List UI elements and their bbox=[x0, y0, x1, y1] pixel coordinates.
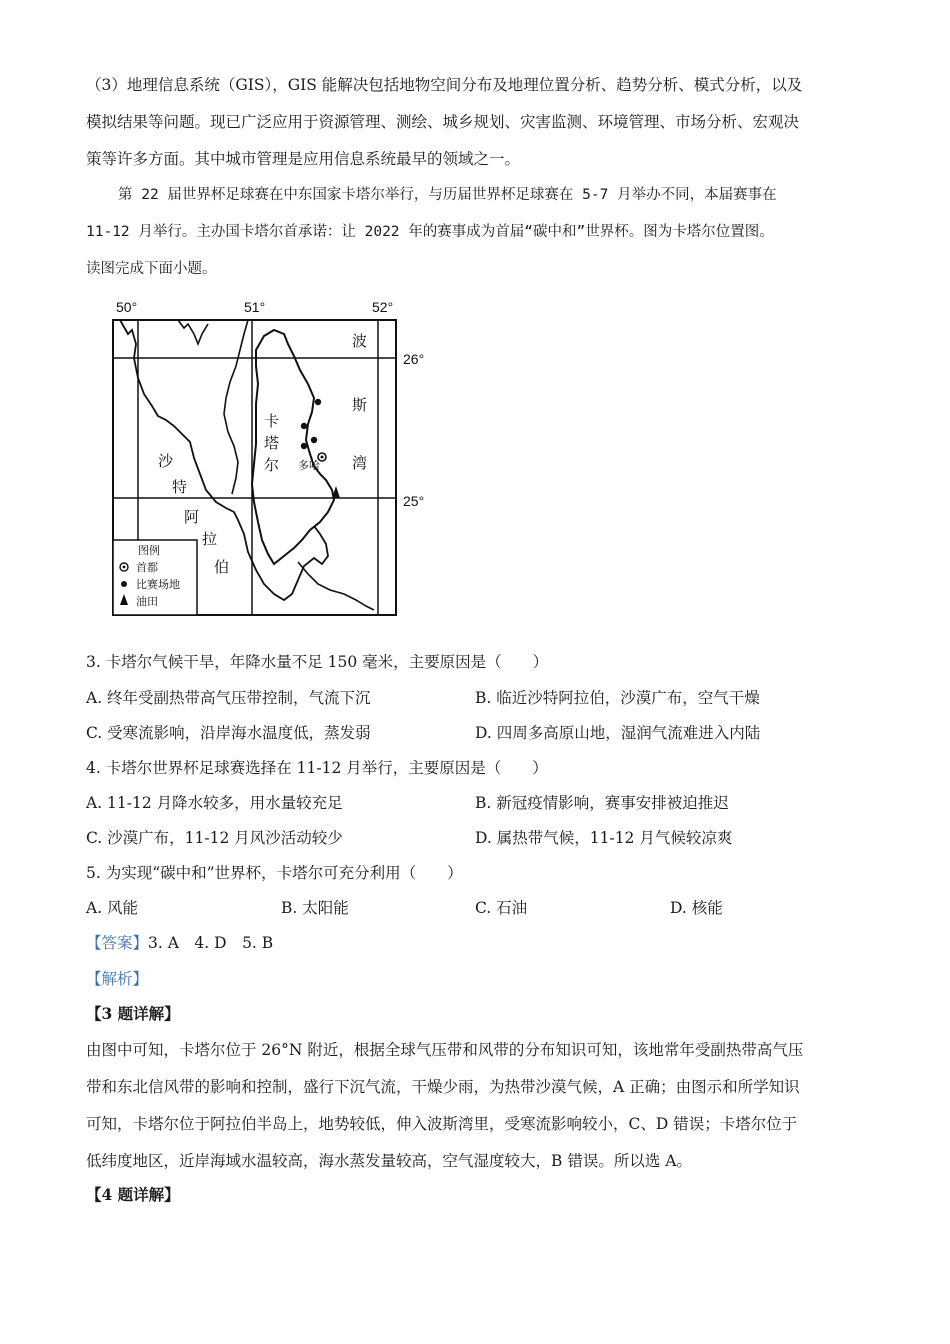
saudi-label-a: 阿 bbox=[184, 509, 200, 526]
q5-option-b: B. 太阳能 bbox=[281, 899, 349, 917]
detail3-paragraph bbox=[86, 1032, 866, 1180]
q4-stem: 4. 卡塔尔世界杯足球赛选择在 11-12 月举行，主要原因是（ ） bbox=[86, 759, 548, 777]
detail3-line: 低纬度地区，近岸海域水温较高，海水蒸发量较高，空气湿度较大，B 错误。所以选 A。 bbox=[86, 1152, 692, 1170]
saudi-label-la: 拉 bbox=[202, 531, 218, 548]
legend-capital-icon-dot bbox=[123, 566, 126, 569]
intro-paragraph bbox=[86, 67, 866, 178]
gulf-label-bo: 波 bbox=[352, 333, 368, 350]
qatar-location-map bbox=[108, 294, 425, 622]
legend-oilfield-label: 油田 bbox=[136, 596, 158, 608]
venue-marker bbox=[311, 437, 317, 443]
detail4-label: 【4 题详解】 bbox=[86, 1185, 180, 1204]
passage-line: 11-12 月举行。主办国卡塔尔首承诺：让 2022 年的赛事成为首届“碳中和”世界杯。图为卡塔尔位置图。 bbox=[86, 224, 774, 240]
saudi-label-bai: 伯 bbox=[214, 559, 230, 576]
q5-option-a: A. 风能 bbox=[86, 899, 139, 917]
lon-label-51: 51° bbox=[244, 299, 266, 315]
q3-stem: 3. 卡塔尔气候干旱，年降水量不足 150 毫米，主要原因是（ ） bbox=[86, 653, 549, 671]
q4-option-a: A. 11-12 月降水较多，用水量较充足 bbox=[86, 794, 343, 812]
gulf-label-si: 斯 bbox=[352, 397, 368, 414]
venue-marker bbox=[301, 423, 307, 429]
saudi-label-te: 特 bbox=[172, 479, 188, 496]
saudi-inner-coast bbox=[224, 320, 248, 494]
legend-venue-label: 比赛场地 bbox=[136, 579, 180, 591]
qatar-label-ta: 塔 bbox=[264, 435, 280, 452]
q3-option-a: A. 终年受副热带高气压带控制，气流下沉 bbox=[86, 689, 371, 707]
q3-option-c: C. 受寒流影响，沿岸海水温度低，蒸发弱 bbox=[86, 724, 371, 742]
q5-stem: 5. 为实现“碳中和”世界杯，卡塔尔可充分利用（ ） bbox=[86, 864, 463, 882]
bahrain-coast bbox=[178, 320, 208, 344]
gulf-label-wan: 湾 bbox=[352, 455, 368, 472]
answer-label: 【答案】 bbox=[86, 934, 149, 952]
legend-title: 图例 bbox=[138, 545, 160, 557]
answer-line bbox=[86, 933, 273, 953]
venue-marker bbox=[315, 399, 321, 405]
lat-label-25: 25° bbox=[403, 493, 425, 509]
q4-option-b: B. 新冠疫情影响，赛事安排被迫推迟 bbox=[475, 794, 729, 812]
q3-option-d: D. 四周多高原山地，湿润气流难进入内陆 bbox=[475, 724, 761, 742]
q4-option-d: D. 属热带气候，11-12 月气候较凉爽 bbox=[475, 829, 733, 847]
intro-line: 模拟结果等问题。现已广泛应用于资源管理、测绘、城乡规划、灾害监测、环境管理、市场分析、宏观决 bbox=[86, 113, 800, 131]
q5-option-c: C. 石油 bbox=[475, 899, 528, 917]
venue-marker bbox=[301, 443, 307, 449]
passage-paragraph bbox=[86, 177, 866, 288]
analysis-label: 【解析】 bbox=[86, 970, 149, 988]
answer-text: 3. A 4. D 5. B bbox=[148, 934, 274, 952]
passage-line: 第 22 届世界杯足球赛在中东国家卡塔尔举行，与历届世界杯足球赛在 5-7 月举办不同，本届赛事在 bbox=[118, 187, 777, 203]
legend-capital-label: 首都 bbox=[136, 562, 158, 574]
qatar-label-ka: 卡 bbox=[264, 413, 280, 430]
capital-label-doha: 多哈 bbox=[298, 460, 320, 472]
detail3-line: 由图中可知，卡塔尔位于 26°N 附近，根据全球气压带和风带的分布知识可知，该地常年受副热带高气压 bbox=[86, 1041, 804, 1059]
saudi-label-sha: 沙 bbox=[158, 453, 174, 470]
detail3-label: 【3 题详解】 bbox=[86, 1004, 180, 1023]
lat-label-26: 26° bbox=[403, 351, 425, 367]
capital-doha-dot bbox=[321, 456, 324, 459]
detail3-line: 带和东北信风带的影响和控制，盛行下沉气流，干燥少雨，为热带沙漠气候，A 正确；由图示和所学知识 bbox=[86, 1078, 800, 1096]
detail3-line: 可知，卡塔尔位于阿拉伯半岛上，地势较低，伸入波斯湾里，受寒流影响较小，C、D 错误；卡塔尔位于 bbox=[86, 1115, 798, 1133]
lon-label-50: 50° bbox=[116, 299, 138, 315]
intro-line: （3）地理信息系统（GIS），GIS 能解决包括地物空间分布及地理位置分析、趋势分析、模式分析，以及 bbox=[86, 76, 803, 94]
q5-option-d: D. 核能 bbox=[670, 899, 723, 917]
intro-line: 策等许多方面。其中城市管理是应用信息系统最早的领域之一。 bbox=[86, 150, 521, 168]
east-arabia-coast bbox=[298, 562, 374, 610]
q4-option-c: C. 沙漠广布，11-12 月风沙活动较少 bbox=[86, 829, 343, 847]
passage-line: 读图完成下面小题。 bbox=[86, 261, 217, 277]
lon-label-52: 52° bbox=[372, 299, 394, 315]
q3-option-b: B. 临近沙特阿拉伯，沙漠广布，空气干燥 bbox=[475, 689, 760, 707]
legend-venue-icon bbox=[121, 581, 127, 587]
qatar-label-er: 尔 bbox=[264, 457, 280, 474]
